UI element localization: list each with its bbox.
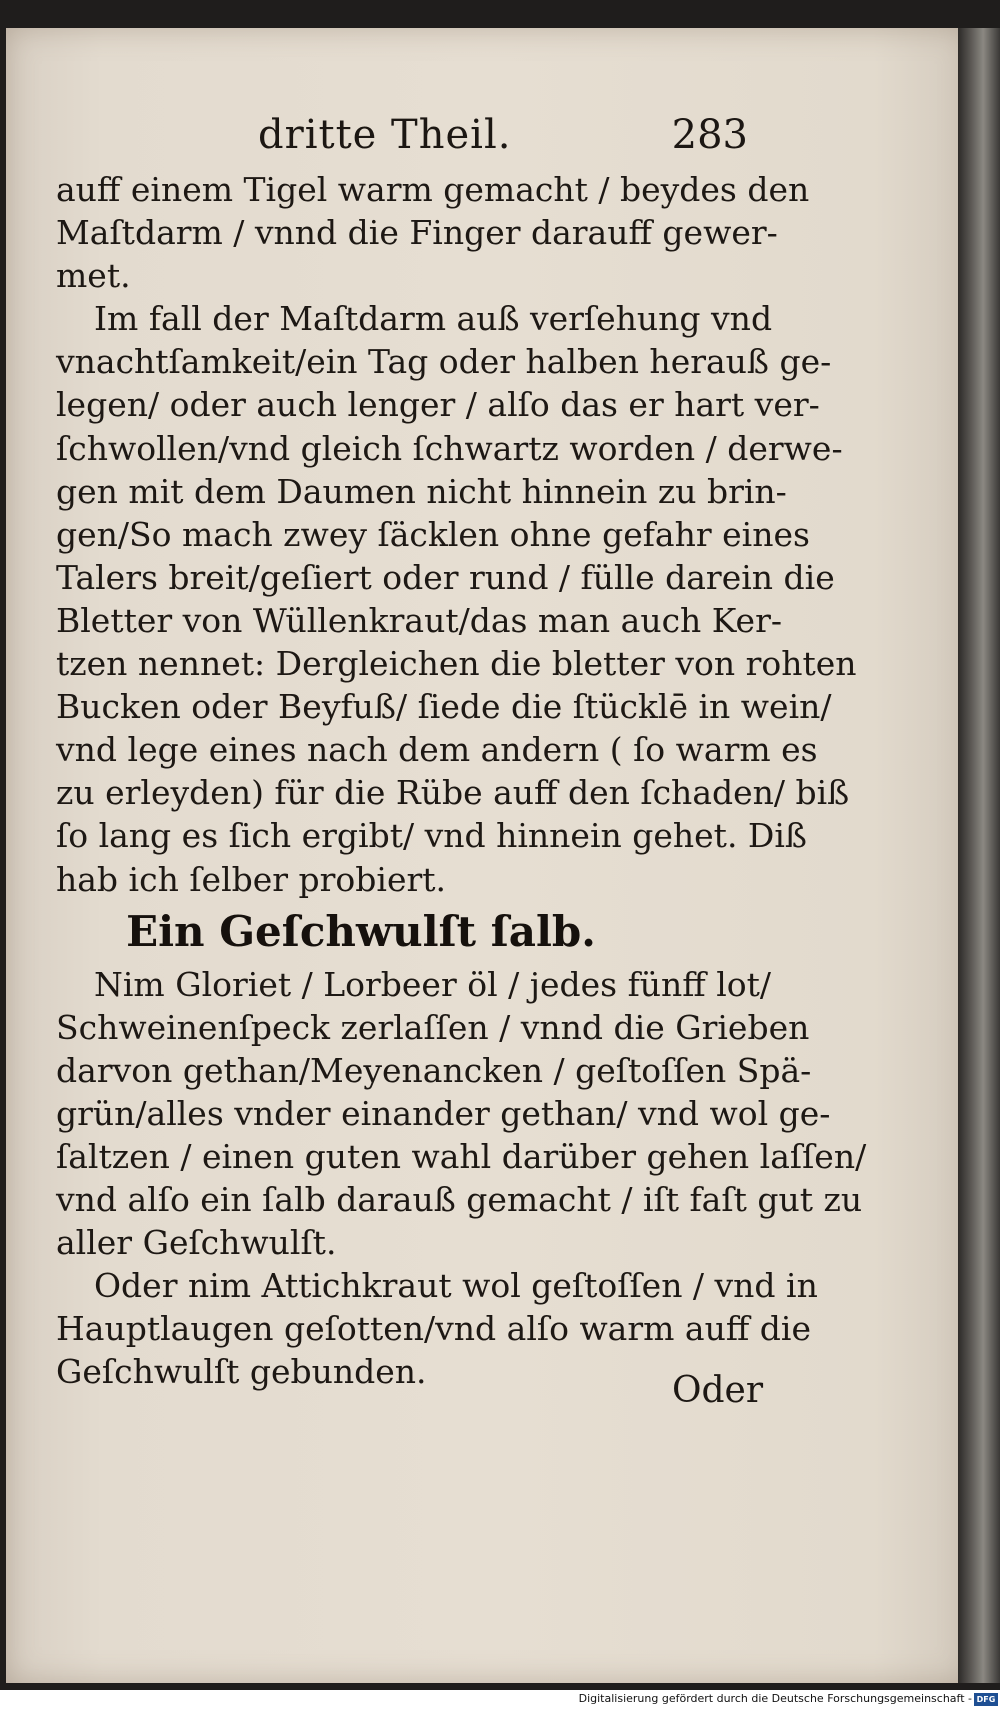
text-line: Bucken oder Beyfuß/ ſiede die ſtücklē in wein/ — [56, 687, 832, 727]
footer-bar — [0, 1690, 1000, 1710]
running-head — [258, 112, 748, 162]
text-line: ſaltzen / einen guten wahl darüber gehen laſſen/ — [56, 1136, 867, 1176]
text-line: Maſtdarm / vnnd die Finger darauff gewer- — [56, 213, 778, 253]
text-line: ſo lang es ſich ergibt/ vnd hinnein gehet. Diß — [56, 816, 807, 856]
text-line: aller Geſchwulſt. — [56, 1223, 337, 1263]
text-line: Bletter von Wüllenkraut/das man auch Ker- — [56, 600, 783, 640]
text-line: legen/ oder auch lenger / alſo das er hart ver- — [56, 385, 820, 425]
catchword: Oder — [672, 1370, 764, 1411]
text-line: vnd alſo ein ſalb darauß gemacht / iſt faſt gut zu — [56, 1180, 863, 1220]
body-text — [56, 168, 867, 1394]
text-line: hab ich ſelber probiert. — [56, 859, 447, 899]
section-heading: Ein Geſchwulſt ſalb. — [126, 906, 596, 956]
page-number: 283 — [671, 112, 748, 158]
text-line: met. — [56, 256, 131, 296]
text-line: tzen nennet: Dergleichen die bletter von rohten — [56, 644, 857, 684]
text-line: gen/So mach zwey ſäcklen ohne gefahr eines — [56, 514, 810, 554]
text-line: Nim Gloriet / Lorbeer öl / jedes fünff lot/ — [94, 964, 772, 1004]
text-line: Hauptlaugen geſotten/vnd alſo warm auff die — [56, 1309, 811, 1349]
dfg-logo: DFG — [974, 1693, 998, 1706]
text-line: Im fall der Maſtdarm auß verſehung vnd — [94, 299, 773, 339]
text-line: grün/alles vnder einander gethan/ vnd wol ge- — [56, 1093, 831, 1133]
text-line: Geſchwulſt gebunden. — [56, 1352, 427, 1392]
text-line: gen mit dem Daumen nicht hinnein zu brin- — [56, 471, 787, 511]
text-line: zu erleyden) für die Rübe auff den ſchaden/ biß — [56, 773, 850, 813]
text-line: Oder nim Attichkraut wol geſtoſſen / vnd in — [94, 1266, 818, 1306]
text-line: darvon gethan/Meyenancken / geſtoſſen Spä- — [56, 1050, 812, 1090]
text-line: vnachtſamkeit/ein Tag oder halben herauß ge- — [56, 342, 832, 382]
text-line: auff einem Tigel warm gemacht / beydes den — [56, 170, 810, 209]
running-title: dritte Theil. — [258, 112, 512, 158]
text-line: Schweinenſpeck zerlaſſen / vnnd die Grieben — [56, 1007, 810, 1047]
text-line: Talers breit/geſiert oder rund / fülle darein die — [56, 557, 835, 597]
page-edge-strip — [958, 28, 1000, 1683]
text-line: ſchwollen/vnd gleich ſchwartz worden / derwe- — [56, 428, 843, 468]
footer-credit: Digitalisierung gefördert durch die Deutsche Forschungsgemeinschaft - — [578, 1692, 972, 1705]
text-line: vnd lege eines nach dem andern ( ſo warm es — [56, 730, 818, 770]
